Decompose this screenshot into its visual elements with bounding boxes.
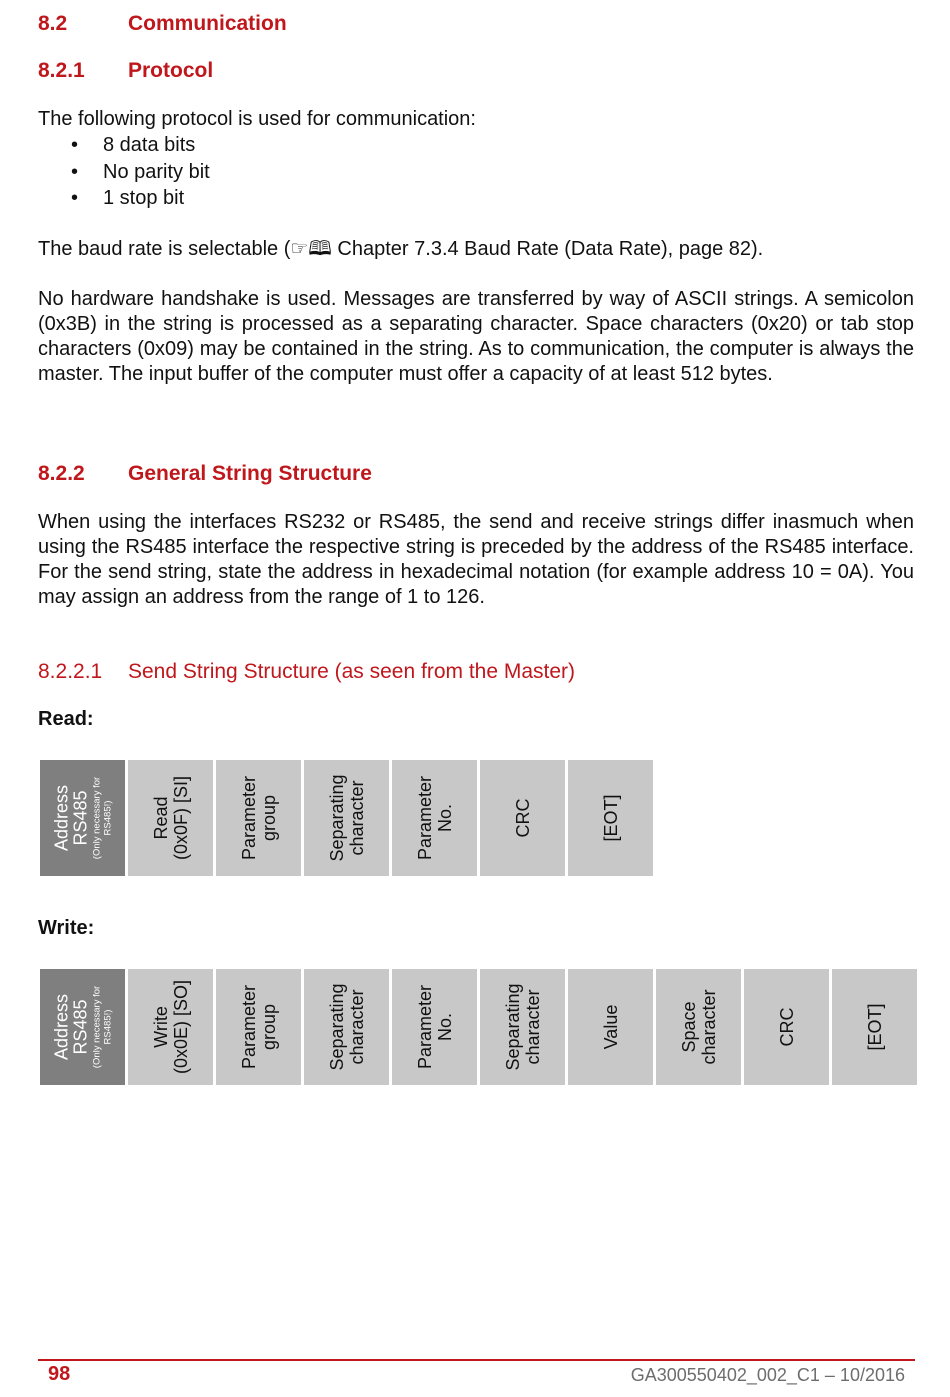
- bullet-item: • No parity bit: [38, 159, 210, 186]
- separating-character-cell: Separating character: [480, 969, 565, 1085]
- protocol-intro: The following protocol is used for communication:: [38, 108, 476, 130]
- crc-cell: CRC: [480, 760, 565, 876]
- read-label: Read:: [38, 708, 94, 730]
- protocol-bullets: [38, 132, 210, 212]
- write-string-structure: [40, 969, 917, 1085]
- address-line1: Address: [51, 784, 71, 852]
- parameter-group-cell: Parameter group: [216, 969, 301, 1085]
- bullet-item: • 8 data bits: [38, 132, 210, 159]
- document-reference: GA300550402_002_C1 – 10/2016: [630, 1365, 905, 1385]
- heading-8-2: 8.2 Communication: [38, 12, 287, 35]
- handshake-paragraph: No hardware handshake is used. Messages are transferred by way of ASCII strings. A semicolon (0x3B) in the string is processed as a separating character. Space characters (0x20) or tab stop characters (0x09) may be contained in the string. As to communication, the computer is always the master. The input buffer of the computer must offer a capacity of at least 512 bytes.: [38, 288, 914, 385]
- write-label: Write:: [38, 917, 95, 939]
- heading-8-2-1: 8.2.1 Protocol: [38, 59, 214, 82]
- general-paragraph: When using the interfaces RS232 or RS485, the send and receive strings differ inasmuch when using the RS485 interface the respective string is preceded by the address of the RS485 interface. For the send string, state the address in hexadecimal notation (for example address 10 = 0A). You may assign an address from the range of 1 to 126.: [38, 511, 914, 608]
- heading-8-2-2: 8.2.2 General String Structure: [38, 462, 372, 485]
- eot-cell: [EOT]: [832, 969, 917, 1085]
- parameter-group-cell: Parameter group: [216, 760, 301, 876]
- bullet-item: • 1 stop bit: [38, 185, 210, 212]
- write-cell: Write (0x0E) [SO]: [128, 969, 213, 1085]
- address-line2: RS485: [70, 790, 90, 846]
- separating-character-cell: Separating character: [304, 760, 389, 876]
- crc-cell: CRC: [744, 969, 829, 1085]
- address-line2: RS485: [70, 999, 90, 1055]
- baud-rate-paragraph: The baud rate is selectable (☞🕮 Chapter 7.3.4 Baud Rate (Data Rate), page 82).: [38, 238, 764, 260]
- address-rs485-cell: [40, 969, 125, 1085]
- page-number: 98: [48, 1363, 71, 1385]
- space-character-cell: Space character: [656, 969, 741, 1085]
- address-note: (Only necessary for RS485!): [91, 985, 113, 1069]
- read-string-structure: [40, 760, 653, 876]
- separating-character-cell: Separating character: [304, 969, 389, 1085]
- heading-8-2-2-1: 8.2.2.1 Send String Structure (as seen from the Master): [38, 660, 576, 683]
- address-rs485-cell: [40, 760, 125, 876]
- eot-cell: [EOT]: [568, 760, 653, 876]
- value-cell: Value: [568, 969, 653, 1085]
- read-cell: Read (0x0F) [SI]: [128, 760, 213, 876]
- parameter-no-cell: Parameter No.: [392, 969, 477, 1085]
- parameter-no-cell: Parameter No.: [392, 760, 477, 876]
- address-note: (Only necessary for RS485!): [91, 776, 113, 860]
- address-line1: Address: [51, 993, 71, 1061]
- footer-divider: [38, 1359, 915, 1361]
